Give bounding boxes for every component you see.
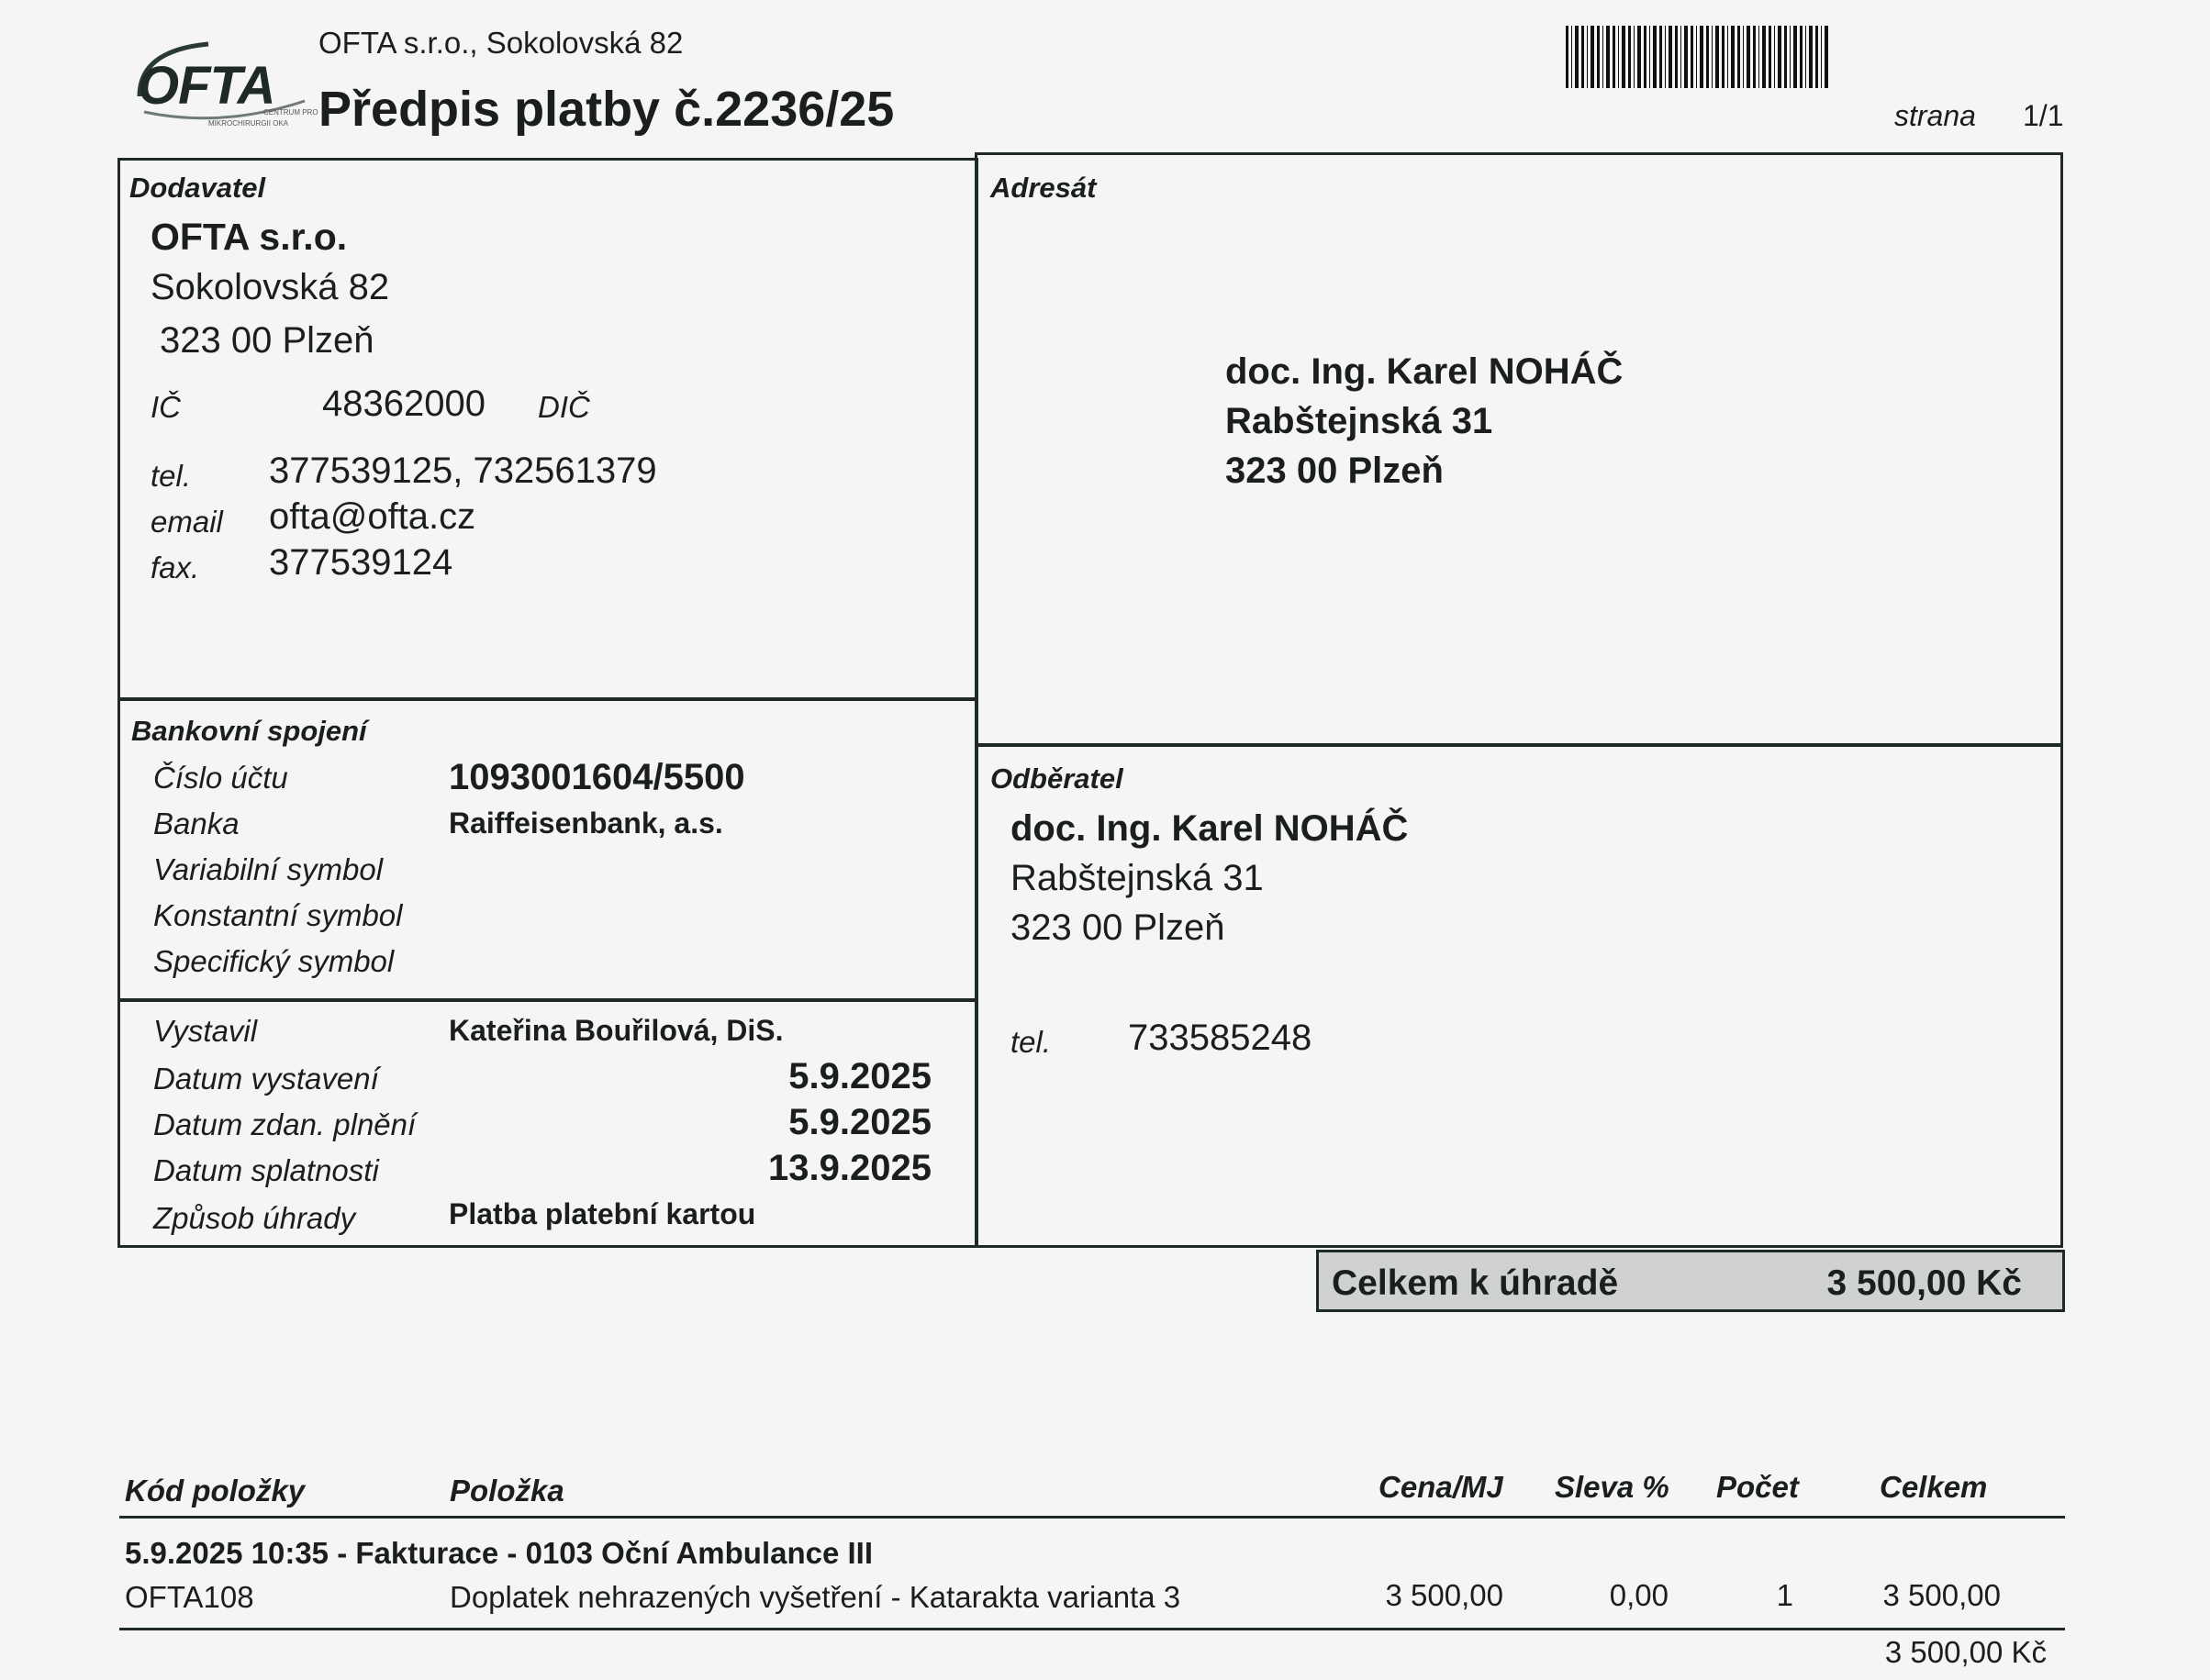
total-due-box (1316, 1250, 2065, 1312)
col-header-discount: Sleva % (1555, 1470, 1669, 1504)
customer-city: 323 00 Plzeň (1010, 907, 1225, 948)
customer-street: Rabštejnská 31 (1010, 858, 1264, 898)
email-value: ofta@ofta.cz (269, 496, 476, 537)
fax-value: 377539124 (269, 542, 453, 583)
customer-tel-label: tel. (1010, 1025, 1052, 1059)
bank-title: Bankovní spojení (131, 715, 367, 747)
customer-name: doc. Ing. Karel NOHÁČ (1010, 808, 1409, 849)
bank-name-value: Raiffeisenbank, a.s. (449, 807, 723, 840)
col-header-item: Položka (450, 1474, 564, 1508)
supplier-city: 323 00 Plzeň (160, 320, 374, 361)
email-label: email (151, 505, 223, 539)
payment-method-value: Platba platební kartou (449, 1197, 756, 1230)
addressee-title: Adresát (990, 172, 1097, 204)
row-price: 3 500,00 (1385, 1578, 1503, 1612)
page-label: strana (1894, 99, 1976, 132)
col-header-total: Celkem (1880, 1470, 1988, 1504)
logo (121, 28, 318, 136)
row-code: OFTA108 (125, 1580, 254, 1614)
bank-name-label: Banka (153, 807, 240, 840)
row-discount: 0,00 (1609, 1578, 1669, 1612)
logo-subtext-1: CENTRUM PRO (263, 108, 318, 117)
fax-label: fax. (151, 551, 200, 584)
tel-value: 377539125, 732561379 (269, 451, 657, 491)
row-total: 3 500,00 (1882, 1578, 2001, 1612)
row-count: 1 (1776, 1578, 1793, 1612)
document-title: Předpis platby č.2236/25 (318, 82, 895, 137)
col-header-count: Počet (1716, 1470, 1799, 1504)
addressee-name: doc. Ing. Karel NOHÁČ (1225, 351, 1624, 392)
bank-box (117, 697, 978, 1002)
addressee-box (975, 152, 2063, 747)
barcode (1566, 26, 1830, 88)
table-header-divider (119, 1516, 2065, 1519)
dic-label: DIČ (538, 390, 590, 424)
ic-value: 48362000 (322, 384, 486, 424)
grand-total: 3 500,00 Kč (1884, 1635, 2047, 1669)
constant-symbol-label: Konstantní symbol (153, 898, 403, 932)
table-footer-divider (119, 1628, 2065, 1630)
issued-by-value: Kateřina Bouřilová, DiS. (449, 1014, 784, 1047)
tax-date-value: 5.9.2025 (788, 1102, 932, 1142)
customer-tel-value: 733585248 (1128, 1018, 1312, 1058)
addressee-city: 323 00 Plzeň (1225, 451, 1444, 491)
tel-label: tel. (151, 459, 192, 493)
total-due-value: 3 500,00 Kč (1826, 1263, 2022, 1303)
issued-by-label: Vystavil (153, 1014, 258, 1048)
ic-label: IČ (151, 390, 181, 424)
customer-box (975, 743, 2063, 1248)
variable-symbol-label: Variabilní symbol (153, 852, 384, 886)
supplier-name: OFTA s.r.o. (151, 216, 348, 258)
payment-method-label: Způsob úhrady (153, 1201, 356, 1235)
page-number: 1/1 (2023, 99, 2064, 132)
due-date-value: 13.9.2025 (768, 1148, 932, 1188)
supplier-box (117, 158, 978, 701)
tax-date-label: Datum zdan. plnění (153, 1107, 417, 1141)
header-company-line: OFTA s.r.o., Sokolovská 82 (318, 26, 684, 60)
account-label: Číslo účtu (153, 761, 288, 795)
logo-subtext-2: MIKROCHIRURGII OKA (208, 119, 289, 128)
due-date-label: Datum splatnosti (153, 1153, 379, 1187)
total-due-label: Celkem k úhradě (1332, 1263, 1619, 1303)
supplier-title: Dodavatel (129, 172, 266, 204)
col-header-code: Kód položky (125, 1474, 306, 1508)
group-title: 5.9.2025 10:35 - Fakturace - 0103 Oční Ambulance III (125, 1536, 874, 1570)
col-header-price: Cena/MJ (1378, 1470, 1503, 1504)
issue-box (117, 998, 978, 1248)
customer-title: Odběratel (990, 762, 1123, 795)
logo-text: OFTA (138, 56, 275, 116)
specific-symbol-label: Specifický symbol (153, 944, 395, 978)
supplier-street: Sokolovská 82 (151, 267, 390, 307)
account-value: 1093001604/5500 (449, 757, 745, 797)
issue-date-value: 5.9.2025 (788, 1056, 932, 1096)
addressee-street: Rabštejnská 31 (1225, 401, 1493, 441)
row-item: Doplatek nehrazených vyšetření - Katarakta varianta 3 (450, 1580, 1181, 1614)
issue-date-label: Datum vystavení (153, 1062, 379, 1096)
